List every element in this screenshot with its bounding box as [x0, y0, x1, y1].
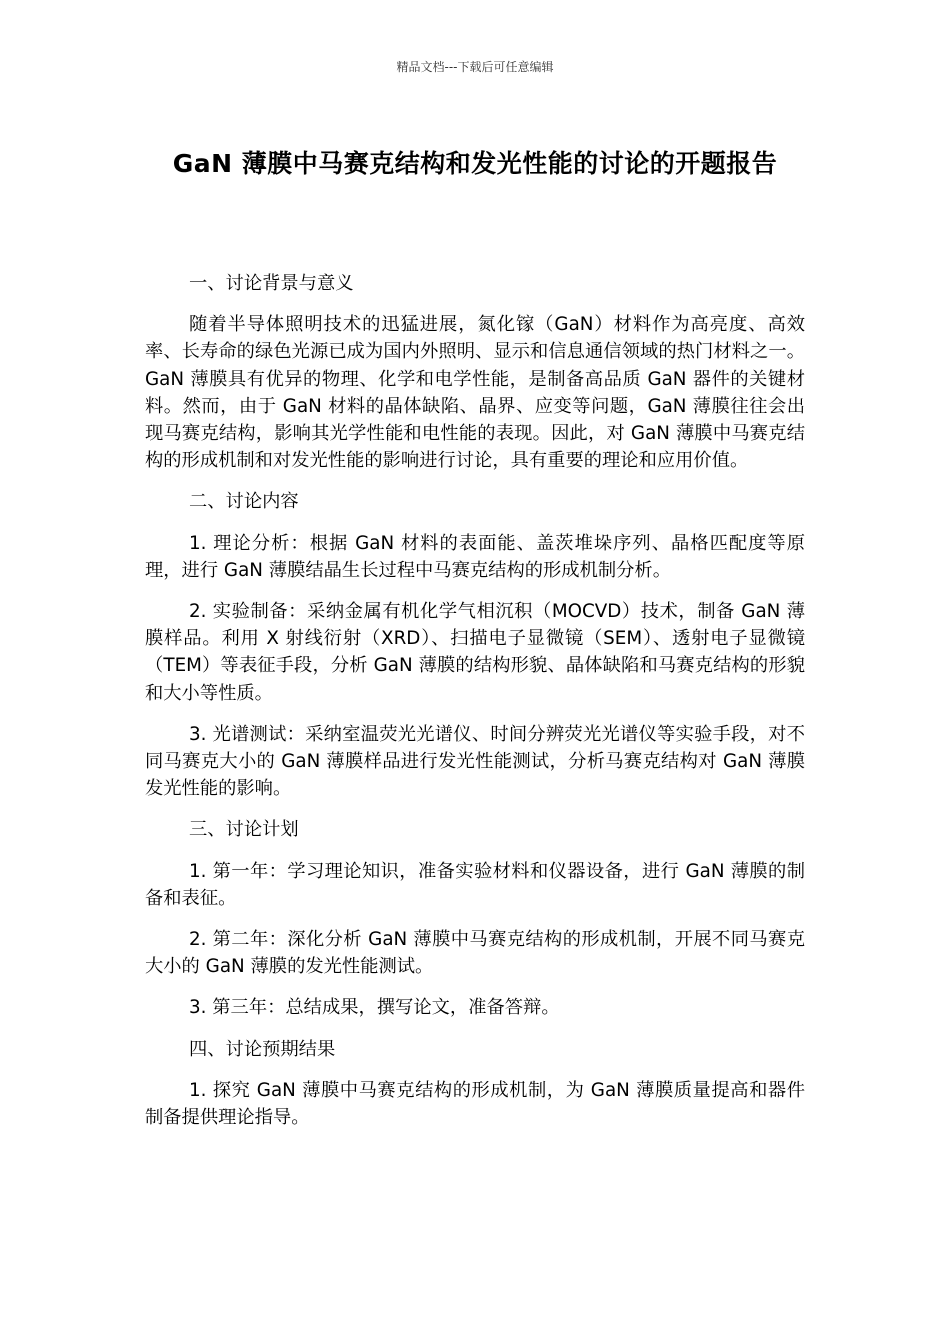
document-body — [145, 270, 805, 1145]
section-heading-content: 二、讨论内容 — [189, 491, 299, 513]
section-heading-expected-results: 四、讨论预期结果 — [189, 1038, 336, 1060]
header-note: 精品文档---下载后可任意编辑 — [396, 60, 554, 74]
paragraph-spectroscopy: 3. 光谱测试：采纳室温荧光光谱仪、时间分辨荧光光谱仪等实验手段，对不同马赛克大小的 GaN 薄膜样品进行发光性能测试，分析马赛克结构对 GaN 薄膜发光性能的影响。 — [145, 723, 805, 800]
paragraph-year-two: 2. 第二年：深化分析 GaN 薄膜中马赛克结构的形成机制，开展不同马赛克大小的 GaN 薄膜的发光性能测试。 — [145, 929, 805, 978]
paragraph-theory: 1. 理论分析：根据 GaN 材料的表面能、盖茨堆垛序列、晶格匹配度等原理，进行 GaN 薄膜结晶生长过程中马赛克结构的形成机制分析。 — [145, 532, 805, 581]
paragraph-year-three: 3. 第三年：总结成果，撰写论文，准备答辩。 — [189, 997, 560, 1019]
paragraph-background: 随着半导体照明技术的迅猛进展，氮化镓（GaN）材料作为高亮度、高效率、长寿命的绿色光源已成为国内外照明、显示和信息通信领域的热门材料之一。GaN 薄膜具有优异的物理、化学和电学性能，是制备高品质 GaN 器件的关键材料。然而，由于 GaN 材料的晶体缺陷、晶界、应变等问题，GaN 薄膜往往会出现马赛克结构，影响其光学性能和电性能的表现。因此，对 GaN 薄膜中马赛克结构的形成机制和对发光性能的影响进行讨论，具有重要的理论和应用价值。 — [145, 314, 805, 472]
paragraph-expected-result-one: 1. 探究 GaN 薄膜中马赛克结构的形成机制，为 GaN 薄膜质量提高和器件制备提供理论指导。 — [145, 1079, 805, 1129]
section-heading-background: 一、讨论背景与意义 — [189, 273, 354, 294]
paragraph-experiment: 2. 实验制备：采纳金属有机化学气相沉积（MOCVD）技术，制备 GaN 薄膜样品。利用 X 射线衍射（XRD）、扫描电子显微镜（SEM）、透射电子显微镜（TEM）等表征手段，分析 GaN 薄膜的结构形貌、晶体缺陷和马赛克结构的形貌和大小等性质。 — [145, 601, 805, 704]
document-title: GaN 薄膜中马赛克结构和发光性能的讨论的开题报告 — [172, 149, 778, 178]
section-heading-plan: 三、讨论计划 — [189, 819, 299, 841]
paragraph-year-one: 1. 第一年：学习理论知识，准备实验材料和仪器设备，进行 GaN 薄膜的制备和表征。 — [145, 860, 805, 909]
